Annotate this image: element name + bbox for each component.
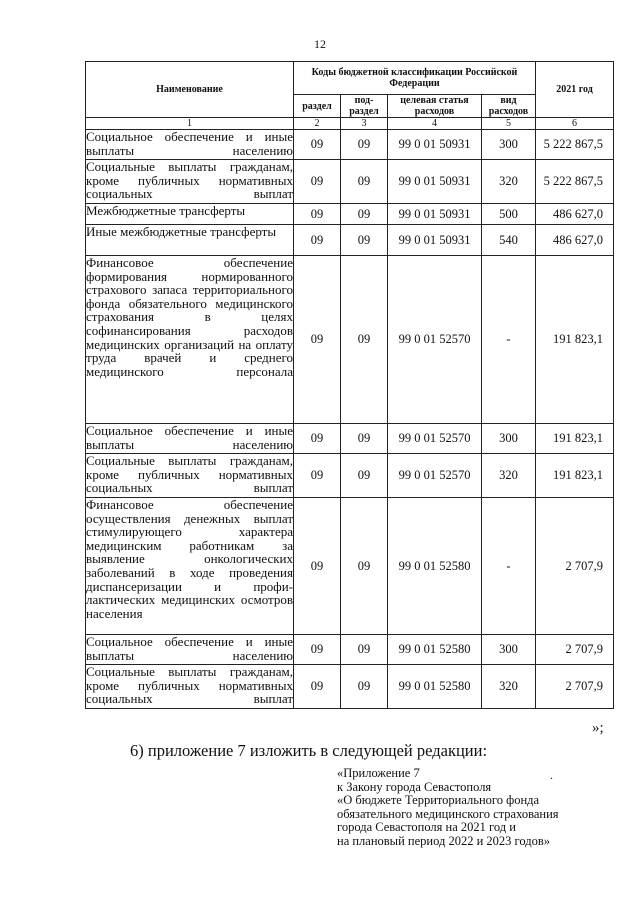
column-number: 1: [86, 118, 294, 130]
row-expense-type: -: [482, 256, 536, 424]
row-razdel: 09: [294, 225, 341, 256]
header-target: целевая статья расходов: [388, 95, 482, 118]
row-amount: 191 823,1: [536, 424, 614, 454]
table-row: [86, 454, 614, 498]
appendix-heading: [337, 767, 559, 848]
row-expense-type: -: [482, 498, 536, 635]
row-expense-type: 320: [482, 160, 536, 204]
column-number: 4: [388, 118, 482, 130]
header-vid: вид расходов: [482, 95, 536, 118]
column-number-row: [86, 118, 614, 130]
row-name: Финансовое обеспечение формирования нормированного страхового запаса территориального фонда обязательного медицинского страхования в целях софинансирования расходов медицинских организаций на оплату труда врачей и среднего медицинского персонала: [86, 256, 294, 424]
header-podrazdel: под-раздел: [341, 95, 388, 118]
row-name: Финансовое обеспечение осуществления денежных выплат стимулирующего характера медицинским работникам за выявление онкологических заболеваний в ходе проведения диспансеризации и профи-лактических медицинских осмотров населения: [86, 498, 294, 635]
appendix-line: «Приложение 7: [337, 766, 420, 780]
table-row: [86, 130, 614, 160]
row-name: Социальные выплаты гражданам, кроме публичных нормативных социальных выплат: [86, 160, 294, 204]
row-razdel: 09: [294, 204, 341, 225]
row-podrazdel: 09: [341, 256, 388, 424]
row-podrazdel: 09: [341, 454, 388, 498]
row-razdel: 09: [294, 498, 341, 635]
table-row: [86, 424, 614, 454]
appendix-line: обязательного медицинского страхования: [337, 806, 559, 821]
row-name: Иные межбюджетные трансферты: [86, 225, 294, 256]
row-target-article: 99 0 01 52580: [388, 635, 482, 665]
row-target-article: 99 0 01 50931: [388, 204, 482, 225]
row-target-article: 99 0 01 52570: [388, 256, 482, 424]
column-number: 2: [294, 118, 341, 130]
column-number: 6: [536, 118, 614, 130]
page-number: 12: [314, 37, 326, 51]
row-amount: 2 707,9: [536, 498, 614, 635]
appendix-line: к Закону города Севастополя: [337, 779, 492, 794]
row-podrazdel: 09: [341, 204, 388, 225]
header-razdel: раздел: [294, 95, 341, 118]
row-name: Социальное обеспечение и иные выплаты населению: [86, 129, 293, 158]
row-target-article: 99 0 01 50931: [388, 160, 482, 204]
row-target-article: 99 0 01 50931: [388, 225, 482, 256]
row-target-article: 99 0 01 52580: [388, 665, 482, 709]
row-razdel: 09: [294, 256, 341, 424]
row-razdel: 09: [294, 635, 341, 665]
row-amount: 191 823,1: [536, 454, 614, 498]
row-name: Социальное обеспечение и иные выплаты населению: [86, 423, 293, 452]
table-row: [86, 225, 614, 256]
row-expense-type: 320: [482, 454, 536, 498]
row-expense-type: 320: [482, 665, 536, 709]
appendix-line: города Севастополя на 2021 год и: [337, 820, 516, 834]
header-name: Наименование: [86, 62, 294, 118]
row-razdel: 09: [294, 160, 341, 204]
row-expense-type: 500: [482, 204, 536, 225]
row-razdel: 09: [294, 665, 341, 709]
row-amount: 486 627,0: [536, 204, 614, 225]
row-target-article: 99 0 01 52580: [388, 498, 482, 635]
row-name: Социальные выплаты гражданам, кроме публичных нормативных социальных выплат: [86, 665, 294, 709]
row-podrazdel: 09: [341, 424, 388, 454]
table-row: [86, 665, 614, 709]
column-number: 5: [482, 118, 536, 130]
row-amount: 486 627,0: [536, 225, 614, 256]
row-podrazdel: 09: [341, 225, 388, 256]
amendment-instruction: 6) приложение 7 изложить в следующей редакции:: [130, 741, 488, 760]
row-razdel: 09: [294, 424, 341, 454]
closing-quote: »;: [592, 720, 604, 736]
row-expense-type: 300: [482, 424, 536, 454]
row-name: Межбюджетные трансферты: [86, 204, 294, 225]
row-target-article: 99 0 01 52570: [388, 454, 482, 498]
row-expense-type: 300: [482, 635, 536, 665]
row-podrazdel: 09: [341, 130, 388, 160]
row-amount: 2 707,9: [536, 665, 614, 709]
stray-mark: .: [550, 768, 553, 782]
row-razdel: 09: [294, 454, 341, 498]
row-name: Социальное обеспечение и иные выплаты населению: [86, 634, 293, 663]
table-row: [86, 635, 614, 665]
row-podrazdel: 09: [341, 665, 388, 709]
table-row: [86, 256, 614, 424]
table-row: [86, 160, 614, 204]
appendix-line: на плановый период 2022 и 2023 годов»: [337, 833, 550, 848]
row-target-article: 99 0 01 50931: [388, 130, 482, 160]
row-name: Социальные выплаты гражданам, кроме публичных нормативных социальных выплат: [86, 454, 294, 498]
row-podrazdel: 09: [341, 160, 388, 204]
header-codes-group: Коды бюджетной классификации Российской Федерации: [294, 62, 536, 95]
column-number: 3: [341, 118, 388, 130]
table-row: [86, 498, 614, 635]
header-row-1: [86, 62, 614, 95]
row-amount: 2 707,9: [536, 635, 614, 665]
budget-table: [85, 61, 614, 709]
row-target-article: 99 0 01 52570: [388, 424, 482, 454]
table-row: [86, 204, 614, 225]
appendix-line: «О бюджете Территориального фонда: [337, 793, 540, 807]
row-expense-type: 540: [482, 225, 536, 256]
row-podrazdel: 09: [341, 498, 388, 635]
row-expense-type: 300: [482, 130, 536, 160]
row-amount: 5 222 867,5: [536, 130, 614, 160]
row-amount: 5 222 867,5: [536, 160, 614, 204]
row-razdel: 09: [294, 130, 341, 160]
row-podrazdel: 09: [341, 635, 388, 665]
row-amount: 191 823,1: [536, 256, 614, 424]
header-year: 2021 год: [536, 62, 614, 118]
